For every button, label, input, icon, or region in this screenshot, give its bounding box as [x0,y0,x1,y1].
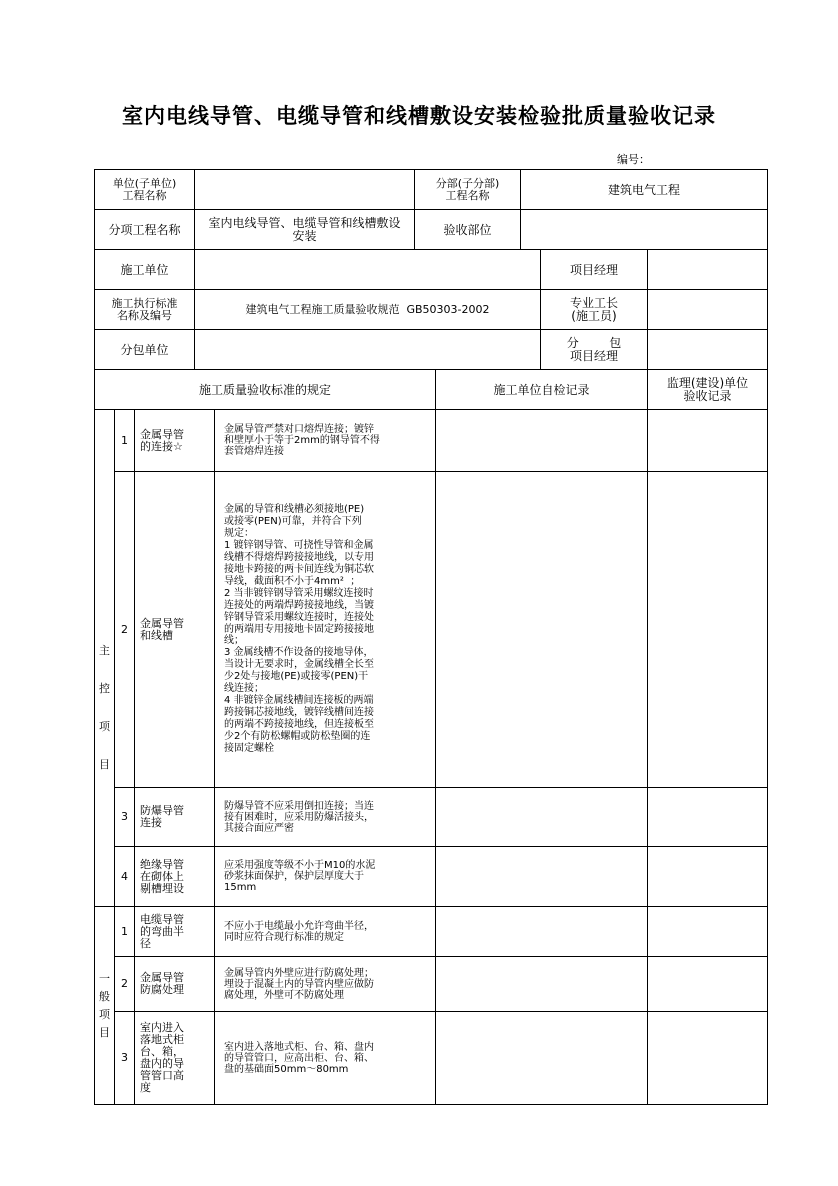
rule [134,409,135,1104]
construction-unit-value [195,250,540,289]
subitem-name-label: 分项工程名称 [108,222,181,237]
item-requirement: 应采用强度等级不小于M10的水泥 砂浆抹面保护，保护层厚度大于 15mm [224,860,376,893]
group-char: 一 [99,971,110,985]
serial-number-label: 编号： [617,153,650,166]
subcontract-manager-value [648,330,767,369]
item-number: 3 [121,810,128,823]
item-number: 2 [121,622,128,636]
column-supervision: 监理(建设)单位 验收记录 [666,375,749,403]
group-char: 项 [99,720,110,733]
project-manager-label: 项目经理 [569,262,618,277]
item-requirement: 室内进入落地式柜、台、箱、盘内 的导管管口，应高出柜、台、箱、 盘的基础面50mm～80mm [224,1041,374,1075]
acceptance-part-label: 验收部位 [443,222,492,237]
foreman-label: 专业工长 (施工员) [569,295,618,323]
column-standard: 施工质量验收标准的规定 [198,382,331,397]
subcontract-manager-label: 分 包 项目经理 [566,335,622,363]
item-requirement: 金属的导管和线槽必须接地(PE) 或接零(PEN)可靠，并符合下列 规定： 1 镀锌钢导管、可挠性导管和金属 线槽不得熔焊跨接接地线，以专用 接地卡跨接的两卡间连线为铜芯软 导线，截面积不小于4mm² ； 2 当非镀锌钢导管采用螺纹连接时 连接处的两端焊跨接接地线，当镀 锌钢导管采用螺纹连接时，连接处 的两端用专用接地卡固定跨接接地 线； 3 金属线槽不作设备的接地导体， 当设计无要求时，金属线槽全长至 少2处与接地(PE)或接零(PEN)干 线连接； 4 非镀锌金属线槽间连接板的两端 跨接铜芯接地线，镀锌线槽间连接 的两端不跨接接地线，但连接板至 少2个有防松螺帽或防松垫圈的连 接固定螺栓 [224,504,374,754]
project-manager-value [648,250,767,289]
subcontract-unit-value [195,330,540,369]
branch-name-label: 分部(子分部) 工程名称 [435,176,500,202]
general-group-label [95,907,114,1104]
unit-name-label: 单位(子单位) 工程名称 [112,176,177,202]
group-char: 主 [99,644,110,657]
construction-unit-label: 施工单位 [120,262,169,277]
foreman-value [648,290,767,329]
page-title: 室内电线导管、电缆导管和线槽敷设安装检验批质量验收记录 [122,104,716,128]
item-requirement: 金属导管严禁对口熔焊连接；镀锌 和壁厚小于等于2mm的钢导管不得 套管熔焊连接 [224,424,380,457]
item-name: 金属导管 防腐处理 [140,971,184,996]
main-control-group-label [95,410,114,906]
item-name: 防爆导管 连接 [140,804,184,829]
item-requirement: 金属导管内外壁应进行防腐处理； 埋设于混凝土内的导管内壁应做防 腐处理，外壁可不防腐处理 [224,967,374,1001]
branch-name-value: 建筑电气工程 [607,182,680,197]
standard-value: 建筑电气工程施工质量验收规范 GB50303-2002 [245,302,490,316]
acceptance-part-value [521,210,767,249]
item-number: 1 [121,924,128,938]
group-char: 项 [99,1007,110,1021]
item-number: 2 [121,977,128,990]
item-number: 4 [121,869,128,883]
group-char: 控 [99,682,110,695]
unit-name-value [195,170,414,209]
item-requirement: 不应小于电缆最小允许弯曲半径， 同时应符合现行标准的规定 [224,920,374,943]
group-char: 目 [99,758,110,771]
item-name: 金属导管 的连接☆ [140,427,184,453]
standard-label: 施工执行标准 名称及编号 [111,296,178,322]
subcontract-unit-label: 分包单位 [120,342,169,357]
rule [94,1104,768,1105]
rule [435,369,436,1104]
column-self-check: 施工单位自检记录 [493,382,590,397]
item-name: 室内进入 落地式柜 台、箱， 盘内的导 管管口高 度 [140,1021,184,1094]
item-number: 3 [121,1051,128,1064]
group-char: 般 [99,989,110,1003]
rule [214,409,215,1104]
item-requirement: 防爆导管不应采用倒扣连接；当连 接有困难时，应采用防爆活接头， 其接合面应严密 [224,800,374,834]
item-name: 绝缘导管 在砌体上 剔槽埋设 [140,857,184,895]
item-number: 1 [121,433,128,447]
rule [767,169,768,1105]
group-char: 目 [99,1025,110,1039]
item-name: 电缆导管 的弯曲半 径 [140,912,184,950]
item-name: 金属导管 和线槽 [140,616,184,642]
subitem-name-value: 室内电线导管、电缆导管和线槽敷设 安装 [208,215,401,243]
